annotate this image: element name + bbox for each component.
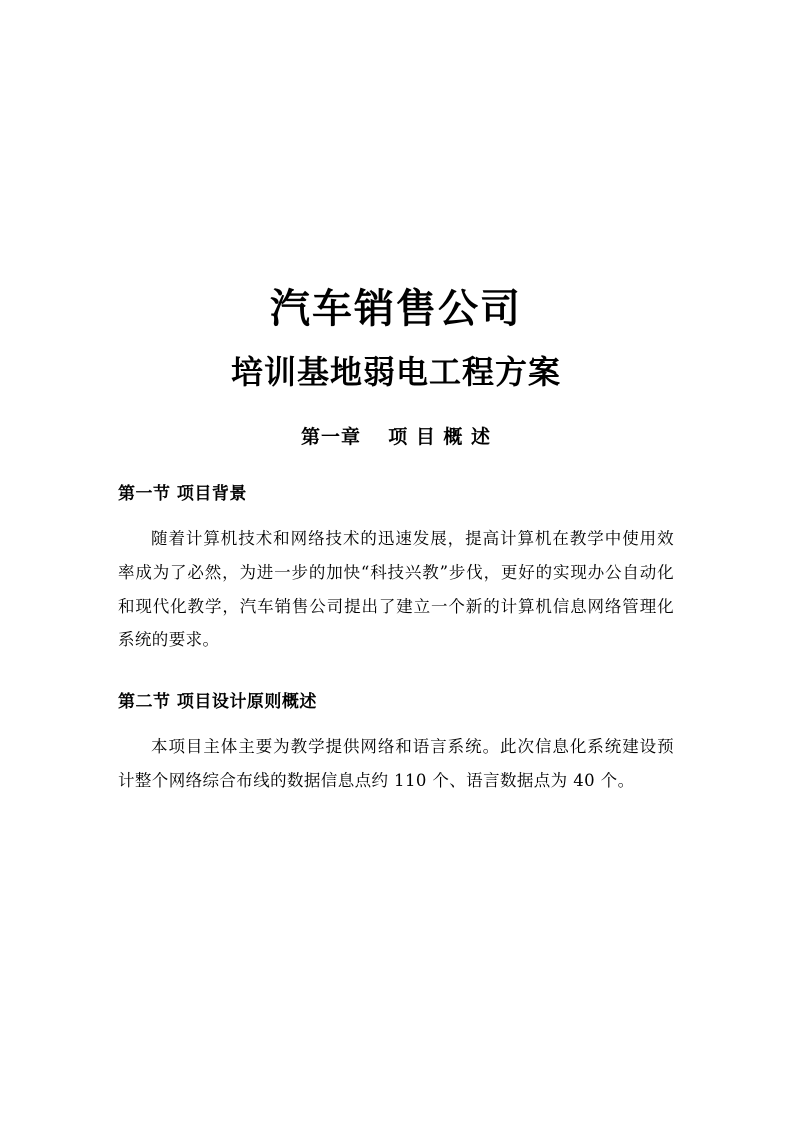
chapter-heading: [118, 422, 674, 449]
section-heading-2: 第二节 项目设计原则概述: [118, 692, 317, 713]
document-title-secondary: 培训基地弱电工程方案: [230, 353, 561, 391]
section-1-paragraph-1: 随着计算机技术和网络技术的迅速发展，提高计算机在教学中使用效率成为了必然，为进一步的加快“科技兴教”步伐，更好的实现办公自动化和现代化教学，汽车销售公司提出了建立一个新的计算机信息网络管理化系统的要求。: [118, 529, 674, 650]
document-title-primary: 汽车销售公司: [270, 285, 522, 332]
section-2-paragraph-1: 本项目主体主要为教学提供网络和语言系统。此次信息化系统建设预计整个网络综合布线的数据信息点约 110 个、语言数据点为 40 个。: [118, 737, 674, 791]
chapter-name: 项 目 概 述: [388, 426, 492, 448]
section-heading-1: 第一节 项目背景: [118, 484, 247, 504]
chapter-label: 第一章: [300, 426, 361, 448]
